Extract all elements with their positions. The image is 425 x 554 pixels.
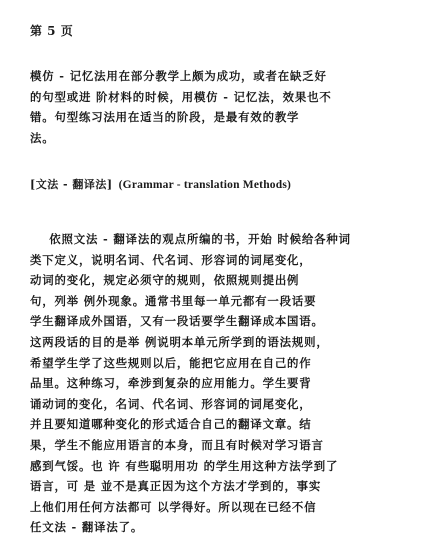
text-line: 动词的变化，规定必须守的规则，依照规则提出例 [30, 273, 300, 288]
text-line: 诵动词的变化，名词、代名词、形容词的词尾变化， [30, 396, 312, 411]
text-line: 并且要知道哪种变化的形式适合自己的翻译文章。结 [30, 417, 312, 432]
text-line: 感到气馁。也 许 有些聪明用功 的学生用这种方法学到了 [30, 458, 339, 473]
text-line: 任文法 - 翻译法了。 [30, 520, 144, 535]
section-heading-english: (Grammar - translation Methods) [118, 179, 292, 191]
text-line: 类下定义，说明名词、代名词、形容词的词尾变化， [30, 252, 312, 267]
section-heading-chinese: [文法 - 翻译法] [30, 178, 113, 191]
text-line: 果，学生不能应用语言的本身，而且有时候对学习语言 [30, 437, 324, 452]
text-line: 希望学生学了这些规则以后，能把它应用在自己的作 [30, 355, 312, 370]
text-line: 依照文法 - 翻译法的观点所编的书，开始 时候给各种词 [30, 232, 351, 246]
text-line: 上他们用任何方法都可 以学得好。所以现在已经不信 [30, 499, 317, 514]
text-line: 法。 [30, 130, 55, 145]
text-line: 错。句型练习法用在适当的阶段，是最有效的教学 [30, 110, 300, 125]
section-heading [30, 176, 291, 192]
paragraph-imitation-memorization [30, 66, 400, 148]
text-line: 这两段话的目的是举 例说明本单元所学到的语法规则， [30, 334, 329, 349]
text-line: 品里。这种练习，牵涉到复杂的应用能力。学生要背 [30, 376, 312, 391]
page-number-label: 第 5 页 [30, 24, 74, 38]
text-line: 语言，可 是 並不是真正因为这个方法才学到的，事实 [30, 479, 322, 494]
text-line: 句，列举 例外现象。通常书里每一单元都有一段话要 [30, 293, 317, 308]
text-line: 的句型或进 阶材料的时候，用模仿 - 记忆法，效果也不 [30, 89, 332, 104]
text-line: 学生翻译成外国语，又有一段话要学生翻译成本国语。 [30, 314, 324, 329]
paragraph-grammar-translation [30, 229, 400, 538]
text-line: 模仿 - 记忆法用在部分教学上颇为成功，或者在缺乏好 [30, 69, 327, 83]
